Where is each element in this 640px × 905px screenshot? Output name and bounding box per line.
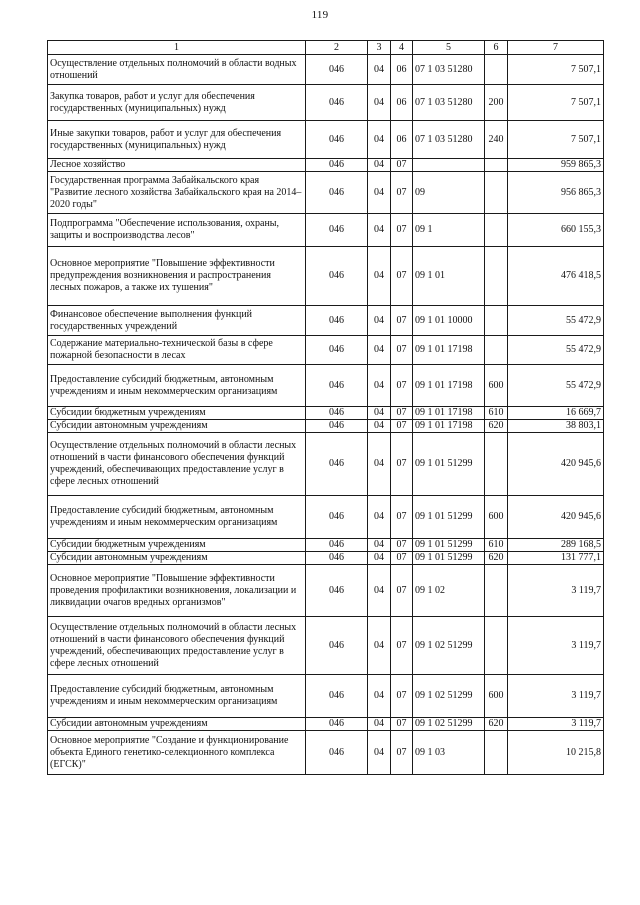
amount-cell: 55 472,9 [508,306,604,336]
amount-cell: 3 119,7 [508,718,604,731]
subsection-code-cell: 07 [391,247,413,306]
table-row [48,214,604,247]
section-code-cell: 04 [368,55,391,85]
item-name-cell: Лесное хозяйство [48,159,306,172]
subsection-code-cell: 07 [391,718,413,731]
expense-type-cell [485,172,508,214]
ministry-code-cell: 046 [306,539,368,552]
ministry-code-cell: 046 [306,433,368,496]
amount-cell: 289 168,5 [508,539,604,552]
section-code-cell: 04 [368,121,391,159]
section-code-cell: 04 [368,407,391,420]
header-cell: 7 [508,41,604,55]
expense-type-cell [485,214,508,247]
amount-cell: 420 945,6 [508,433,604,496]
table-row [48,121,604,159]
amount-cell: 476 418,5 [508,247,604,306]
section-code-cell: 04 [368,718,391,731]
item-name-cell: Осуществление отдельных полномочий в области водных отношений [48,55,306,85]
section-code-cell: 04 [368,731,391,775]
item-name-cell: Основное мероприятие "Повышение эффективности проведения профилактики возникновения, локализации и ликвидации очагов вредных организмов" [48,565,306,617]
section-code-cell: 04 [368,433,391,496]
amount-cell: 3 119,7 [508,565,604,617]
target-article-cell: 07 1 03 51280 [413,55,485,85]
header-cell: 5 [413,41,485,55]
item-name-cell: Содержание материально-технической базы в сфере пожарной безопасности в лесах [48,336,306,365]
ministry-code-cell: 046 [306,407,368,420]
subsection-code-cell: 07 [391,539,413,552]
target-article-cell: 07 1 03 51280 [413,85,485,121]
subsection-code-cell: 07 [391,552,413,565]
section-code-cell: 04 [368,336,391,365]
subsection-code-cell: 07 [391,675,413,718]
subsection-code-cell: 07 [391,496,413,539]
item-name-cell: Финансовое обеспечение выполнения функций государственных учреждений [48,306,306,336]
table-row [48,247,604,306]
header-cell: 4 [391,41,413,55]
item-name-cell: Предоставление субсидий бюджетным, автономным учреждениям и иным некоммерческим организациям [48,675,306,718]
section-code-cell: 04 [368,675,391,718]
table-row [48,718,604,731]
amount-cell: 38 803,1 [508,420,604,433]
section-code-cell: 04 [368,617,391,675]
target-article-cell: 09 1 01 51299 [413,433,485,496]
ministry-code-cell: 046 [306,731,368,775]
expense-type-cell [485,565,508,617]
section-code-cell: 04 [368,306,391,336]
expense-type-cell: 620 [485,552,508,565]
ministry-code-cell: 046 [306,306,368,336]
section-code-cell: 04 [368,552,391,565]
expense-type-cell: 610 [485,539,508,552]
ministry-code-cell: 046 [306,159,368,172]
ministry-code-cell: 046 [306,496,368,539]
item-name-cell: Закупка товаров, работ и услуг для обеспечения государственных (муниципальных) нужд [48,85,306,121]
subsection-code-cell: 06 [391,55,413,85]
target-article-cell: 09 1 02 51299 [413,617,485,675]
item-name-cell: Субсидии автономным учреждениям [48,718,306,731]
table-row [48,617,604,675]
section-code-cell: 04 [368,496,391,539]
item-name-cell: Предоставление субсидий бюджетным, автономным учреждениям и иным некоммерческим организациям [48,365,306,407]
item-name-cell: Иные закупки товаров, работ и услуг для обеспечения государственных (муниципальных) нужд [48,121,306,159]
subsection-code-cell: 07 [391,159,413,172]
item-name-cell: Субсидии автономным учреждениям [48,420,306,433]
item-name-cell: Основное мероприятие "Создание и функционирование объекта Единого генетико-селекционного комплекса (ЕГСК)" [48,731,306,775]
expense-type-cell: 600 [485,675,508,718]
subsection-code-cell: 07 [391,214,413,247]
amount-cell: 420 945,6 [508,496,604,539]
expense-type-cell [485,306,508,336]
ministry-code-cell: 046 [306,85,368,121]
ministry-code-cell: 046 [306,214,368,247]
subsection-code-cell: 07 [391,731,413,775]
table-row [48,731,604,775]
item-name-cell: Осуществление отдельных полномочий в области лесных отношений в части финансового обеспечения функций учреждений, обеспечивающих предоставление услуг в сфере лесных отношений [48,617,306,675]
table-row [48,85,604,121]
amount-cell: 660 155,3 [508,214,604,247]
expense-type-cell: 600 [485,496,508,539]
amount-cell: 959 865,3 [508,159,604,172]
amount-cell: 7 507,1 [508,121,604,159]
section-code-cell: 04 [368,539,391,552]
table-row [48,306,604,336]
target-article-cell: 09 1 01 17198 [413,336,485,365]
budget-table [47,40,604,775]
amount-cell: 16 669,7 [508,407,604,420]
table-row [48,336,604,365]
table-row [48,539,604,552]
target-article-cell: 07 1 03 51280 [413,121,485,159]
amount-cell: 55 472,9 [508,365,604,407]
item-name-cell: Осуществление отдельных полномочий в области лесных отношений в части финансового обеспечения функций учреждений, обеспечивающих предоставление услуг в сфере лесных отношений [48,433,306,496]
expense-type-cell [485,159,508,172]
item-name-cell: Основное мероприятие "Повышение эффективности предупреждения возникновения и распространения лесных пожаров, а также их тушения" [48,247,306,306]
item-name-cell: Государственная программа Забайкальского края "Развитие лесного хозяйства Забайкальского края на 2014–2020 годы" [48,172,306,214]
expense-type-cell: 610 [485,407,508,420]
section-code-cell: 04 [368,420,391,433]
header-cell: 3 [368,41,391,55]
page-number: 119 [311,9,329,21]
table-row [48,496,604,539]
ministry-code-cell: 046 [306,247,368,306]
expense-type-cell: 240 [485,121,508,159]
amount-cell: 10 215,8 [508,731,604,775]
header-cell: 2 [306,41,368,55]
ministry-code-cell: 046 [306,420,368,433]
expense-type-cell [485,55,508,85]
amount-cell: 956 865,3 [508,172,604,214]
target-article-cell: 09 1 02 51299 [413,675,485,718]
ministry-code-cell: 046 [306,365,368,407]
target-article-cell: 09 1 03 [413,731,485,775]
subsection-code-cell: 06 [391,121,413,159]
subsection-code-cell: 07 [391,617,413,675]
target-article-cell: 09 1 [413,214,485,247]
table-row [48,159,604,172]
target-article-cell: 09 1 01 51299 [413,539,485,552]
subsection-code-cell: 07 [391,433,413,496]
header-row [48,41,604,55]
item-name-cell: Подпрограмма "Обеспечение использования, охраны, защиты и воспроизводства лесов" [48,214,306,247]
ministry-code-cell: 046 [306,55,368,85]
ministry-code-cell: 046 [306,336,368,365]
target-article-cell: 09 1 01 51299 [413,496,485,539]
subsection-code-cell: 07 [391,172,413,214]
subsection-code-cell: 06 [391,85,413,121]
table-row [48,55,604,85]
target-article-cell: 09 1 01 [413,247,485,306]
expense-type-cell: 200 [485,85,508,121]
expense-type-cell [485,247,508,306]
amount-cell: 7 507,1 [508,55,604,85]
amount-cell: 3 119,7 [508,675,604,718]
ministry-code-cell: 046 [306,718,368,731]
section-code-cell: 04 [368,159,391,172]
expense-type-cell [485,336,508,365]
expense-type-cell [485,617,508,675]
subsection-code-cell: 07 [391,420,413,433]
section-code-cell: 04 [368,247,391,306]
amount-cell: 3 119,7 [508,617,604,675]
target-article-cell: 09 1 01 17198 [413,420,485,433]
amount-cell: 55 472,9 [508,336,604,365]
subsection-code-cell: 07 [391,306,413,336]
ministry-code-cell: 046 [306,675,368,718]
table-row [48,172,604,214]
table-row [48,365,604,407]
target-article-cell [413,159,485,172]
section-code-cell: 04 [368,172,391,214]
item-name-cell: Субсидии автономным учреждениям [48,552,306,565]
table-row [48,420,604,433]
table-row [48,433,604,496]
expense-type-cell: 620 [485,718,508,731]
amount-cell: 7 507,1 [508,85,604,121]
item-name-cell: Предоставление субсидий бюджетным, автономным учреждениям и иным некоммерческим организациям [48,496,306,539]
section-code-cell: 04 [368,85,391,121]
target-article-cell: 09 1 01 17198 [413,407,485,420]
item-name-cell: Субсидии бюджетным учреждениям [48,539,306,552]
ministry-code-cell: 046 [306,552,368,565]
ministry-code-cell: 046 [306,121,368,159]
ministry-code-cell: 046 [306,617,368,675]
subsection-code-cell: 07 [391,365,413,407]
target-article-cell: 09 1 01 10000 [413,306,485,336]
target-article-cell: 09 1 01 51299 [413,552,485,565]
item-name-cell: Субсидии бюджетным учреждениям [48,407,306,420]
amount-cell: 131 777,1 [508,552,604,565]
ministry-code-cell: 046 [306,172,368,214]
target-article-cell: 09 1 02 51299 [413,718,485,731]
table-row [48,565,604,617]
expense-type-cell: 620 [485,420,508,433]
section-code-cell: 04 [368,214,391,247]
table-row [48,407,604,420]
expense-type-cell [485,433,508,496]
target-article-cell: 09 1 01 17198 [413,365,485,407]
subsection-code-cell: 07 [391,565,413,617]
expense-type-cell: 600 [485,365,508,407]
subsection-code-cell: 07 [391,407,413,420]
subsection-code-cell: 07 [391,336,413,365]
header-cell: 6 [485,41,508,55]
section-code-cell: 04 [368,365,391,407]
expense-type-cell [485,731,508,775]
table-row [48,552,604,565]
section-code-cell: 04 [368,565,391,617]
header-cell: 1 [48,41,306,55]
table-row [48,675,604,718]
target-article-cell: 09 [413,172,485,214]
ministry-code-cell: 046 [306,565,368,617]
target-article-cell: 09 1 02 [413,565,485,617]
